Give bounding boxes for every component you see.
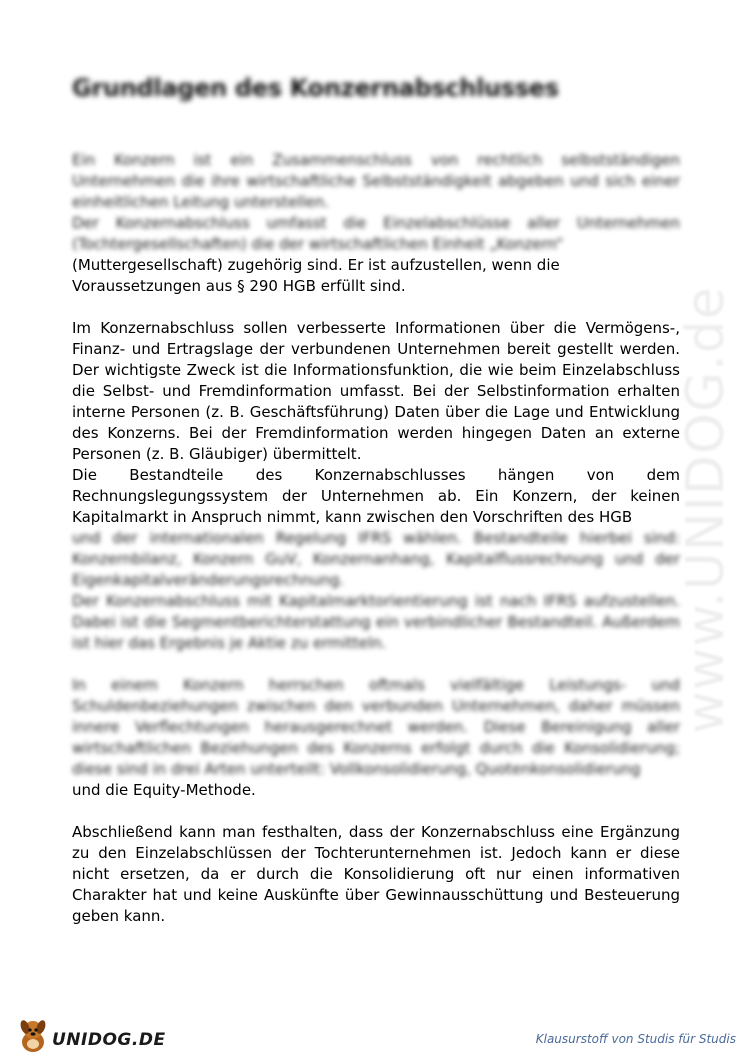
paragraph-konsolidierung-blurred: In einem Konzern herrschen oftmals vielfältige Leistungs- und Schuldenbeziehungen zwischen den verbunden Unternehmen, daher müssen innere Verflechtungen herausgerechnet werden. Diese Bereinigung aller wirtschaftlichen Beziehungen des Konzerns erfolgt durch die Konsolidierung; diese sind in drei Arten unterteilt: Vollkonsolidierung, Quotenkonsolidierung — [72, 676, 680, 778]
paragraph-bestandteile: Die Bestandteile des Konzernabschlusses hängen von dem Rechnungslegungssystem der Unternehmen ab. Ein Konzern, der keinen Kapitalmarkt in Anspruch nimmt, kann zwischen den Vorschriften des HGB — [72, 466, 680, 526]
document-title: Grundlagen des Konzernabschlusses — [72, 74, 559, 102]
paragraph-konsolidierung-end: und die Equity-Methode. — [72, 781, 256, 799]
paragraph-konzernabschluss-line2: Voraussetzungen aus § 290 HGB erfüllt sind. — [72, 277, 406, 295]
paragraph-informationsfunktion: Im Konzernabschluss sollen verbesserte Informationen über die Vermögens-, Finanz- und Ertragslage der verbundenen Unternehmen bereit gestellt werden. Der wichtigste Zweck ist die Informationsfunktion, die wie beim Einzelabschluss die Selbst- und Fremdinformation umfasst. Bei der Selbstinformation erhalten interne Personen (z. B. Geschäftsführung) Daten über die Lage und Entwicklung des Konzerns. Bei der Fremdinformation werden hingegen Daten an externe Personen (z. B. Gläubiger) übermittelt. — [72, 319, 680, 463]
paragraph-fazit: Abschließend kann man festhalten, dass der Konzernabschluss eine Ergänzung zu den Einzelabschlüssen der Tochterunternehmen ist. Jedoch kann er diese nicht ersetzen, da er durch die Konsolidierung oft nur einen informativen Charakter hat und keine Auskünfte über Gewinnausschüttung und Besteuerung geben kann. — [72, 823, 680, 925]
paragraph-bestandteile-blurred: und der internationalen Regelung IFRS wählen. Bestandteile hierbei sind: Konzernbilanz, Konzern GuV, Konzernanhang, Kapitalflussrechnung und der Eigenkapitalveränderungsrechnung. — [72, 529, 680, 589]
document-body — [72, 150, 680, 927]
paragraph-ifrs-blurred: Der Konzernabschluss mit Kapitalmarktorientierung ist nach IFRS aufzustellen. Dabei ist die Segmentberichterstattung ein verbindlicher Bestandteil. Außerdem ist hier das Ergebnis je Aktie zu ermitteln. — [72, 592, 680, 652]
dog-mascot-icon — [16, 1018, 50, 1054]
watermark-text: www.UNIDOG.de — [676, 286, 736, 734]
paragraph-konzern-definition: Ein Konzern ist ein Zusammenschluss von rechtlich selbstständigen Unternehmen die ihre wirtschaftliche Selbstständigkeit abgeben und sich einer einheitlichen Leitung unterstellen. — [72, 151, 680, 211]
footer-tagline: Klausurstoff von Studis für Studis — [535, 1032, 736, 1046]
paragraph-konzernabschluss-blurred: Der Konzernabschluss umfasst die Einzelabschlüsse aller Unternehmen (Tochtergesellschaften) die der wirtschaftlichen Einheit „Konzern“ — [72, 214, 680, 253]
logo-text: UNIDOG.DE — [52, 1030, 166, 1050]
paragraph-konzernabschluss-line1: (Muttergesellschaft) zugehörig sind. Er ist aufzustellen, wenn die — [72, 256, 560, 274]
watermark — [676, 280, 736, 740]
unidog-logo — [16, 1014, 176, 1054]
